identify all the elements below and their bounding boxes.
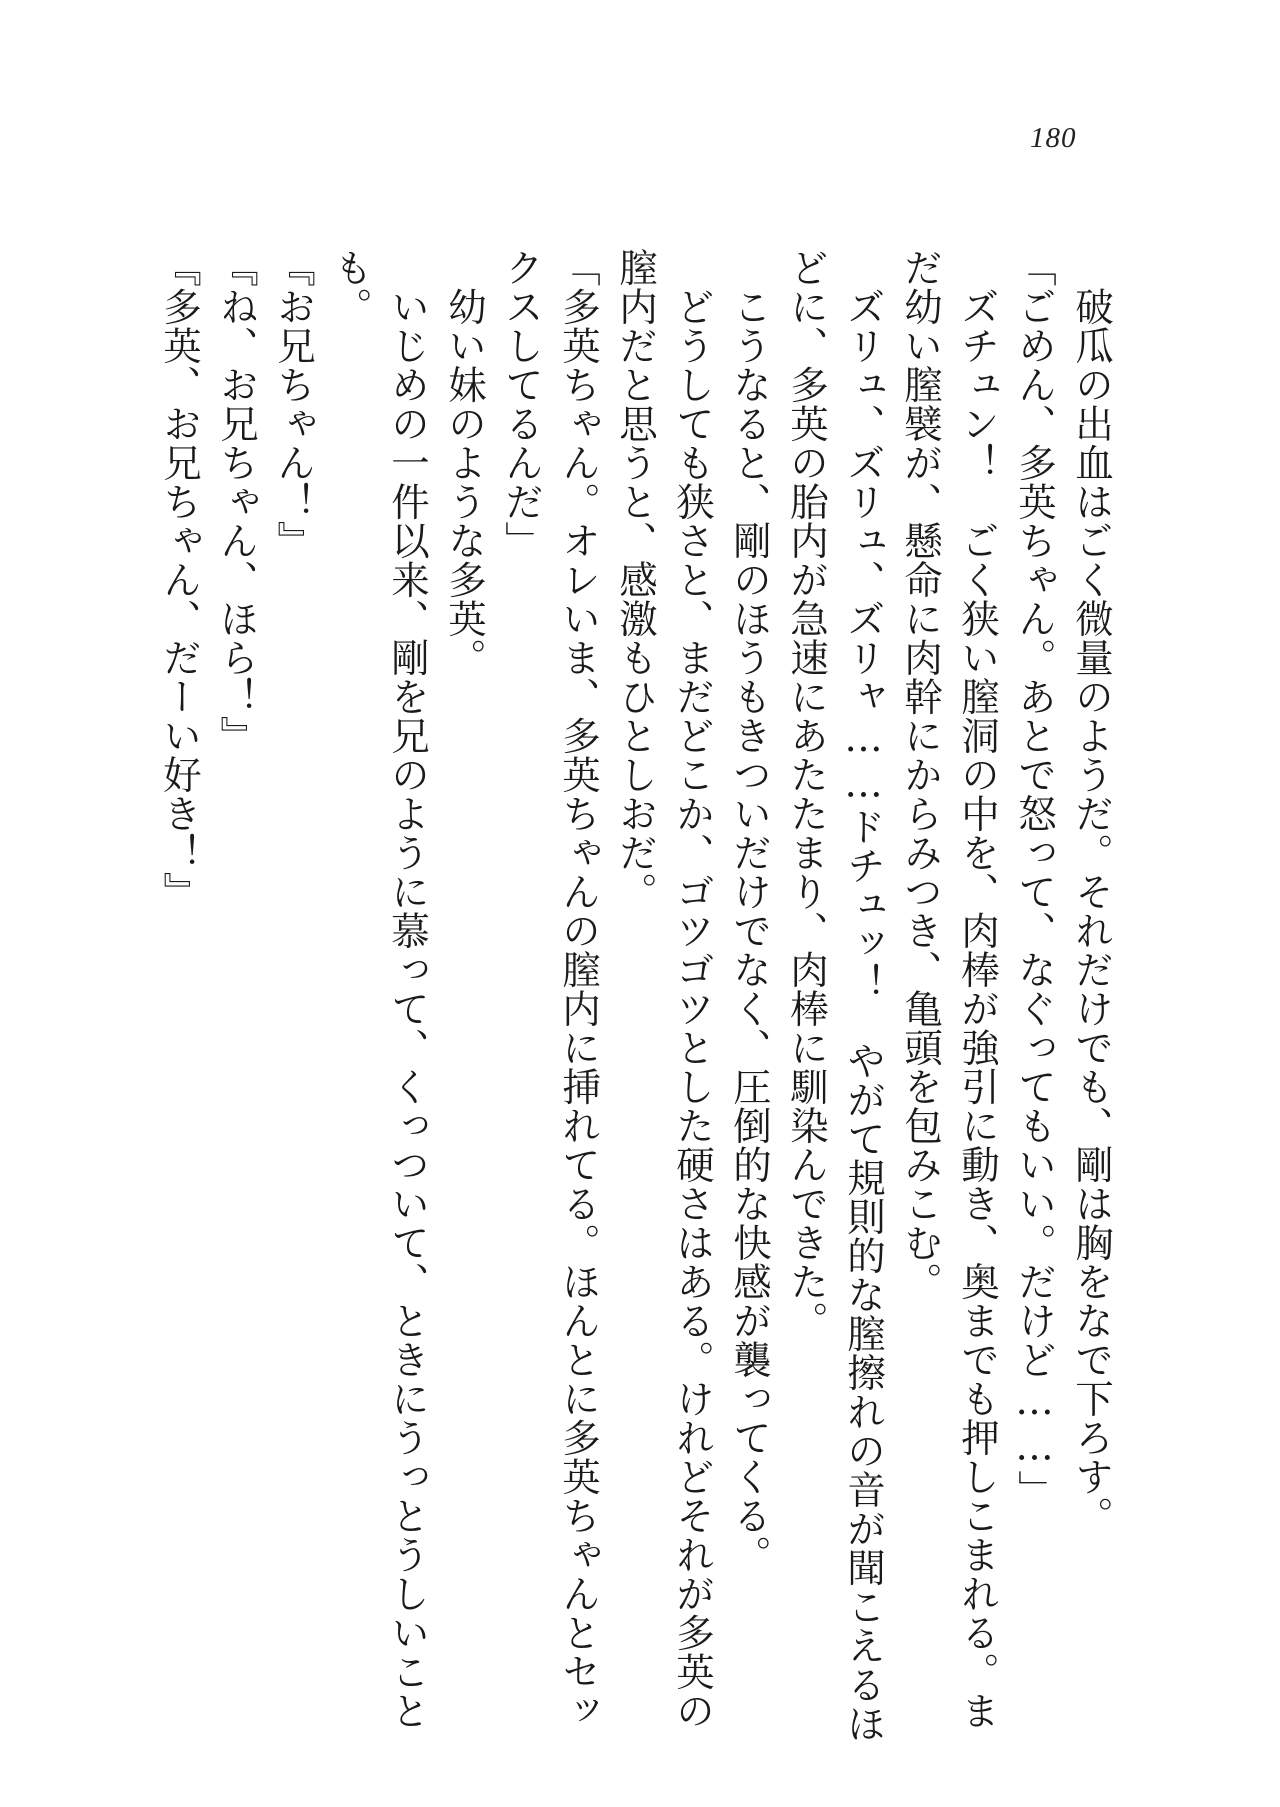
- text-line: 幼い妹のような多英。: [442, 248, 487, 677]
- vertical-text-body: [151, 248, 1120, 1743]
- text-line: どに、多英の胎内が急速にあたたまり、肉棒に馴染んできた。: [784, 248, 829, 1340]
- dialog-line: 『お兄ちゃん！』: [271, 248, 316, 560]
- text-line: クスしてるんだ」: [499, 248, 544, 560]
- text-line: こうなると、剛のほうもきついだけでなく、圧倒的な快感が襲ってくる。: [727, 248, 772, 1574]
- text-line: 破瓜の出血はごく微量のようだ。それだけでも、剛は胸をなで下ろす。: [1069, 248, 1114, 1535]
- text-line: 「多英ちゃん。オレいま、多英ちゃんの膣内に挿れてる。ほんとに多英ちゃんとセッ: [556, 248, 601, 1730]
- text-line: どうしても狭さと、まだどこか、ゴツゴツとした硬さはある。けれどそれが多英の: [670, 248, 715, 1730]
- dialog-line: 『ね、お兄ちゃん、ほら！』: [214, 248, 259, 755]
- text-line: いじめの一件以来、剛を兄のように慕って、くっついて、ときにうっとうしいこと: [385, 248, 430, 1730]
- text-line: だ幼い膣襞が、懸命に肉幹にからみつき、亀頭を包みこむ。: [898, 248, 943, 1301]
- text-line: も。: [328, 248, 373, 326]
- page-number: 180: [1030, 122, 1077, 154]
- text-line: ズチュン！ ごく狭い膣洞の中を、肉棒が強引に動き、奥までも押しこまれる。ま: [955, 248, 1000, 1730]
- text-line: 「ごめん、多英ちゃん。あとで怒って、なぐってもいい。だけど……」: [1012, 248, 1057, 1509]
- dialog-line: 『多英、お兄ちゃん、だーい好き！』: [157, 248, 202, 911]
- text-line: ズリュ、ズリュ、ズリャ……ドチュッ！ やがて規則的な膣擦れの音が聞こえるほ: [841, 248, 886, 1743]
- text-line: 膣内だと思うと、感激もひとしおだ。: [613, 248, 658, 911]
